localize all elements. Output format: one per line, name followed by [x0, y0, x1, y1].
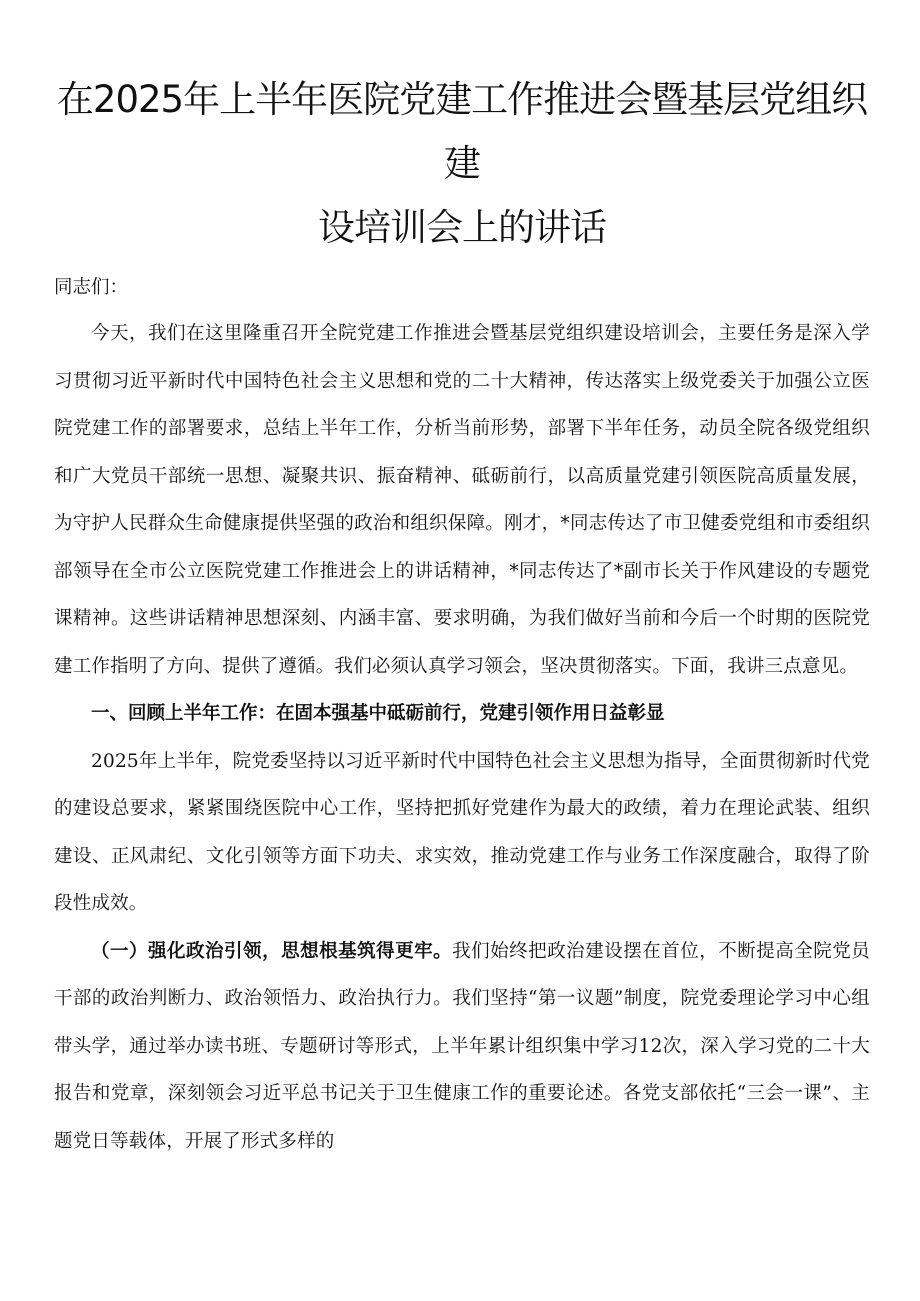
paragraph-political-guidance-body: 我们始终把政治建设摆在首位，不断提高全院党员干部的政治判断力、政治领悟力、政治执行力。我们坚持“第一议题”制度，院党委理论学习中心组带头学，通过举办读书班、专题研讨等形式，上半年累计组织集中学习12次，深入学习党的二十大报告和党章，深刻领会习近平总书记关于卫生健康工作的重要论述。各党支部依托“三会一课”、主题党日等载体，开展了形式多样的 — [54, 940, 870, 1152]
section-heading-1: 一、回顾上半年工作：在固本强基中砥砺前行，党建引领作用日益彰显 — [91, 703, 665, 724]
paragraph-review: 2025年上半年，院党委坚持以习近平新时代中国特色社会主义思想为指导，全面贯彻新时代党的建设总要求，紧紧围绕医院中心工作，坚持把抓好党建作为最大的政绩，着力在理论武装、组织建设、正风肃纪、文化引领等方面下功夫、求实效，推动党建工作与业务工作深度融合，取得了阶段性成效。 — [54, 750, 870, 914]
title-line-2: 设培训会上的讲话 — [318, 206, 606, 249]
title-line-1: 在2025年上半年医院党建工作推进会暨基层党组织建 — [56, 78, 868, 185]
paragraph-political-guidance — [54, 928, 870, 1166]
document-title — [54, 68, 870, 260]
subheading-1: （一）强化政治引领，思想根基筑得更牢。 — [91, 940, 453, 962]
salutation: 同志们： — [54, 277, 129, 298]
paragraph-intro: 今天，我们在这里隆重召开全院党建工作推进会暨基层党组织建设培训会，主要任务是深入学习贯彻习近平新时代中国特色社会主义思想和党的二十大精神，传达落实上级党委关于加强公立医院党建工作的部署要求，总结上半年工作，分析当前形势，部署下半年任务，动员全院各级党组织和广大党员干部统一思想、凝聚共识、振奋精神、砥砺前行，以高质量党建引领医院高质量发展，为守护人民群众生命健康提供坚强的政治和组织保障。刚才，*同志传达了市卫健委党组和市委组织部领导在全市公立医院党建工作推进会上的讲话精神，*同志传达了*副市长关于作风建设的专题党课精神。这些讲话精神思想深刻、内涵丰富、要求明确，为我们做好当前和今后一个时期的医院党建工作指明了方向、提供了遵循。我们必须认真学习领会，坚决贯彻落实。下面，我讲三点意见。 — [54, 323, 870, 677]
